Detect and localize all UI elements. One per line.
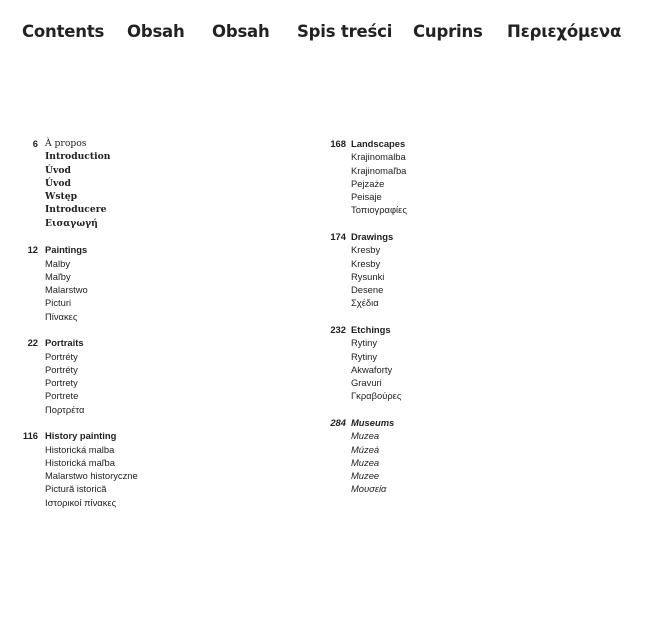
toc-entry: Historická malba xyxy=(45,443,115,455)
toc-entry: Muzea xyxy=(351,430,380,442)
toc-section-etchings[interactable] xyxy=(308,323,647,403)
toc-entry: Pictură istorică xyxy=(45,483,107,495)
toc-section-paintings[interactable] xyxy=(0,243,300,323)
toc-entry: Τοπιογραφίες xyxy=(351,204,407,216)
toc-entry: Muzee xyxy=(351,470,380,482)
toc-entry: Múzeá xyxy=(351,443,380,455)
toc-entry: Introduction xyxy=(45,151,111,163)
title-greek: Περιεχόμενα xyxy=(507,22,622,41)
toc-heading: Portraits xyxy=(45,337,84,349)
toc-entry: Εισαγωγή xyxy=(45,217,98,229)
toc-entry: Rytiny xyxy=(351,350,378,362)
toc-left-column xyxy=(0,137,300,522)
toc-right-column xyxy=(308,137,647,509)
toc-entry: Peisaje xyxy=(351,191,382,203)
toc-entry: Πίνακες xyxy=(45,310,78,322)
toc-entry: Úvod xyxy=(45,164,71,176)
toc-section-drawings[interactable] xyxy=(308,230,647,310)
toc-entry: Kresby xyxy=(351,257,381,269)
toc-heading: History painting xyxy=(45,430,117,442)
toc-entry: Πορτρέτα xyxy=(45,403,85,415)
toc-entry: Portrety xyxy=(45,377,78,389)
toc-entry: À propos xyxy=(45,138,87,149)
toc-section-museums[interactable] xyxy=(308,416,647,496)
toc-entry: Σχέδια xyxy=(351,297,379,309)
toc-entry: Ιστορικοί πίνακες xyxy=(45,496,117,508)
page-number: 22 xyxy=(27,337,38,349)
toc-heading: Paintings xyxy=(45,244,88,256)
toc-entry: Malarstwo xyxy=(45,284,88,296)
page-number: 6 xyxy=(32,138,38,149)
title-romanian: Cuprins xyxy=(413,22,483,41)
toc-entry: Muzea xyxy=(351,456,380,468)
toc-entry: Portréty xyxy=(45,350,78,362)
toc-entry: Desene xyxy=(351,284,384,296)
toc-entry: Malarstwo historyczne xyxy=(45,470,138,482)
page-number: 284 xyxy=(330,416,346,428)
toc-entry: Krajinomaľba xyxy=(351,164,407,176)
toc-entry: Rysunki xyxy=(351,270,385,282)
toc-section-history-painting[interactable] xyxy=(0,429,300,509)
toc-section-introduction[interactable] xyxy=(0,137,300,230)
toc-entry: Γκραβούρες xyxy=(351,390,402,402)
page-number: 232 xyxy=(330,323,346,335)
title-english: Contents xyxy=(22,22,105,41)
toc-entry: Krajinomalba xyxy=(351,151,406,163)
toc-entry: Rytiny xyxy=(351,337,378,349)
page-number: 174 xyxy=(330,230,346,242)
toc-entry: Maľby xyxy=(45,270,71,282)
toc-heading: Etchings xyxy=(351,323,391,335)
contents-title-bar xyxy=(22,22,647,46)
toc-entry: Portrete xyxy=(45,390,79,402)
toc-entry: Kresby xyxy=(351,244,381,256)
page-number: 12 xyxy=(27,244,38,256)
page-number: 168 xyxy=(330,138,346,149)
page-number: 116 xyxy=(22,430,38,442)
title-slovak: Obsah xyxy=(212,22,270,41)
toc-entry: Úvod xyxy=(45,177,71,189)
toc-entry: Historická maľba xyxy=(45,456,115,468)
toc-entry: Portréty xyxy=(45,363,78,375)
toc-section-portraits[interactable] xyxy=(0,336,300,416)
toc-heading: Museums xyxy=(351,416,395,428)
title-polish: Spis treści xyxy=(297,22,393,41)
toc-entry: Pejzaże xyxy=(351,177,385,189)
toc-entry: Wstęp xyxy=(45,191,78,203)
toc-entry: Picturi xyxy=(45,297,72,309)
toc-entry: Akwaforty xyxy=(351,363,393,375)
toc-entry: Μουσεία xyxy=(351,483,387,495)
toc-entry: Malby xyxy=(45,257,71,269)
title-czech: Obsah xyxy=(127,22,185,41)
toc-section-landscapes[interactable] xyxy=(308,137,647,217)
toc-heading: Drawings xyxy=(351,230,394,242)
toc-entry: Introducere xyxy=(45,204,107,216)
toc-entry: Gravuri xyxy=(351,377,382,389)
toc-heading: Landscapes xyxy=(351,138,406,149)
